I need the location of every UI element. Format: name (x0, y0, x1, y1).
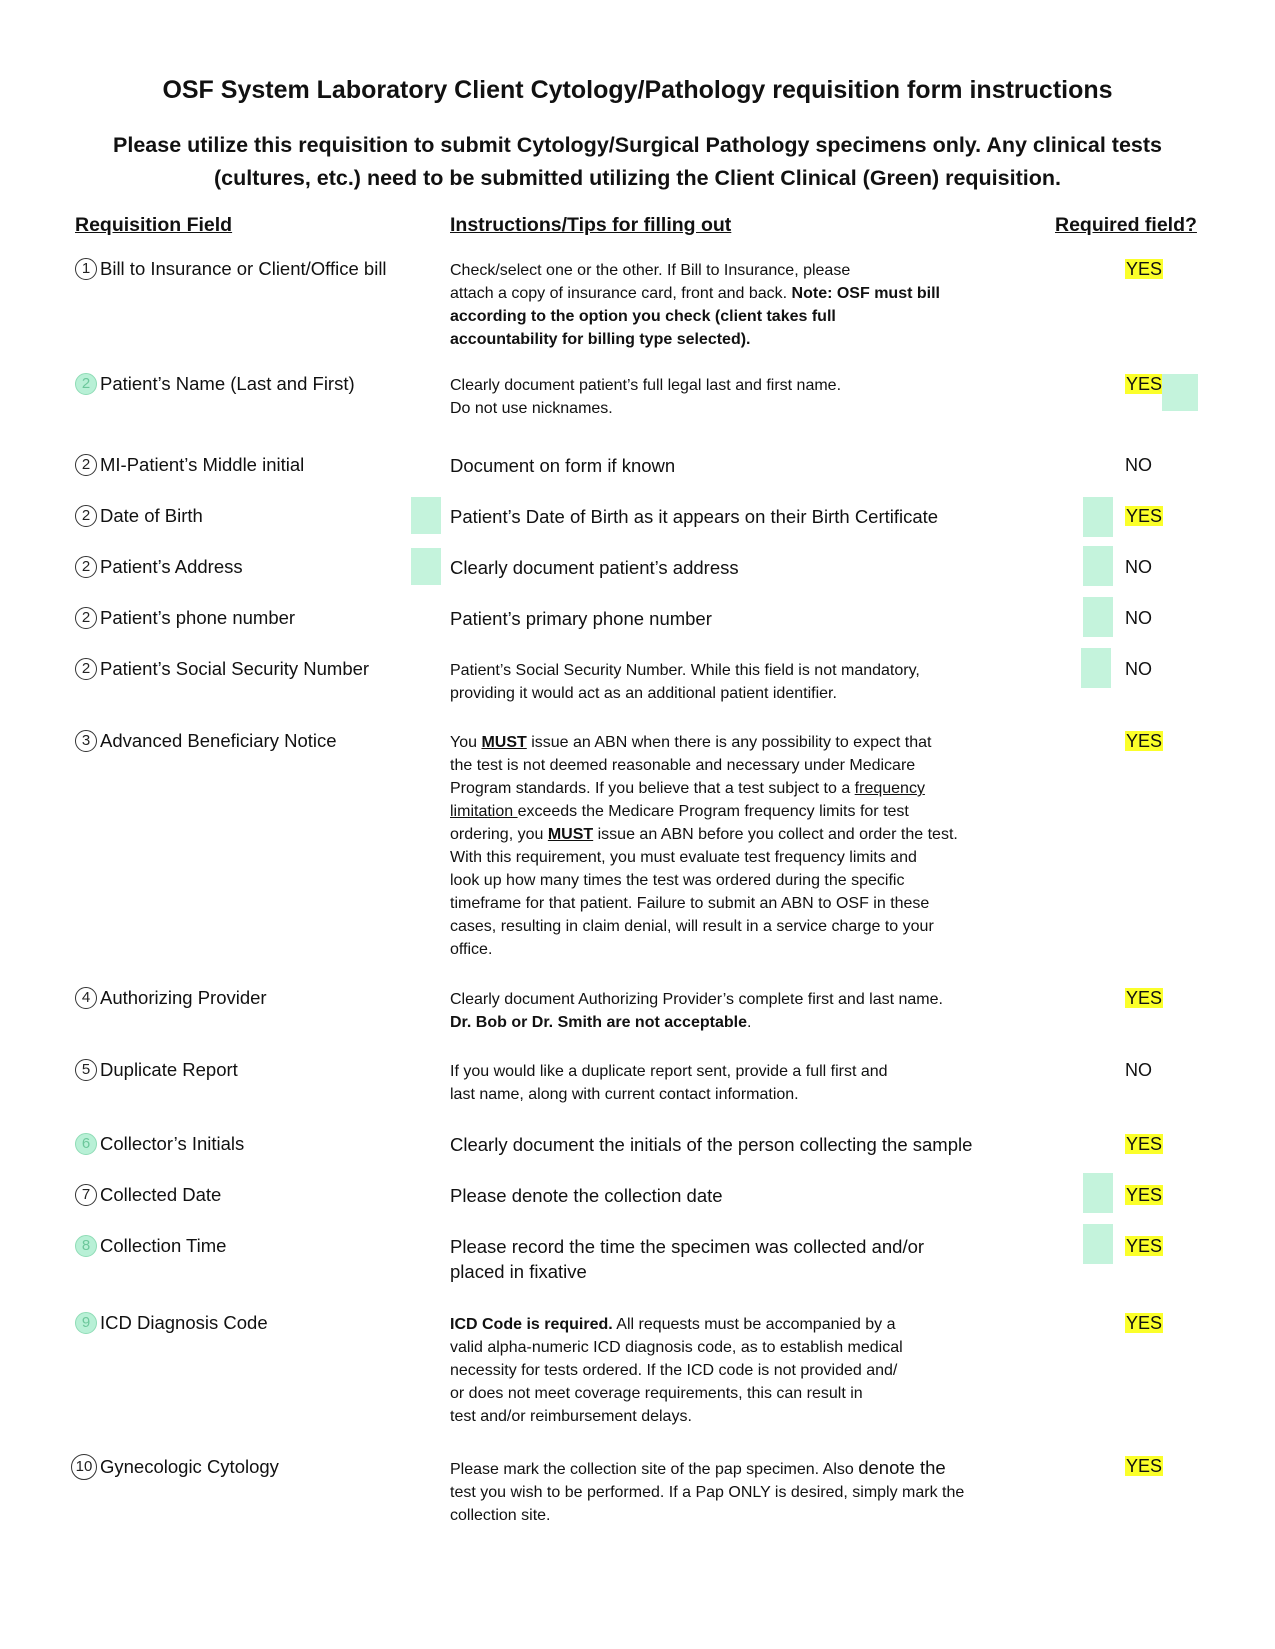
required-cell (1125, 1311, 1177, 1335)
required-cell (1125, 1058, 1177, 1082)
instr-line: Patient’s Date of Birth as it appears on their Birth Certificate (450, 506, 939, 527)
instr-line: providing it would act as an additional patient identifier. (450, 685, 837, 702)
required-cell (1125, 729, 1177, 753)
page-subtitle (90, 129, 1185, 195)
instruction-text (450, 1234, 1005, 1284)
required-yes: YES (1126, 731, 1163, 751)
number-badge: 10 (71, 1454, 97, 1480)
highlight-swatch (1081, 648, 1111, 688)
number-badge: 8 (75, 1235, 97, 1257)
instr-segment: You (450, 734, 482, 751)
required-yes: YES (1126, 374, 1163, 394)
instr-line (450, 777, 1005, 800)
highlight-swatch (1083, 497, 1113, 537)
highlight-swatch (1083, 1224, 1113, 1264)
required-cell (1125, 606, 1177, 630)
instruction-text (450, 1183, 1005, 1208)
field-cell (75, 1183, 221, 1207)
instr-line: Clearly document Authorizing Provider’s complete first and last name. (450, 991, 943, 1008)
required-yes: YES (1126, 1313, 1163, 1333)
instr-line: Clearly document patient’s address (450, 557, 739, 578)
required-cell (1125, 986, 1177, 1010)
instr-line: placed in fixative (450, 1261, 587, 1282)
instr-line: last name, along with current contact information. (450, 1086, 799, 1103)
required-cell (1125, 555, 1177, 579)
instr-underline: limitation (450, 803, 518, 820)
field-label: Patient’s Address (100, 556, 243, 577)
field-cell (75, 1058, 238, 1082)
required-cell (1125, 257, 1177, 281)
highlight-swatch (1083, 1173, 1113, 1213)
instruction-text (450, 731, 1005, 961)
instr-segment: issue an ABN before you collect and order the test. (593, 826, 958, 843)
instruction-text (450, 606, 1005, 631)
instr-line: office. (450, 941, 493, 958)
instr-line: Do not use nicknames. (450, 400, 613, 417)
number-badge: 2 (75, 556, 97, 578)
instruction-text (450, 259, 1005, 351)
field-cell (75, 453, 304, 477)
required-cell (1125, 1234, 1177, 1258)
instruction-text (450, 659, 1005, 705)
field-label: Gynecologic Cytology (100, 1456, 279, 1477)
instruction-text (450, 1313, 1005, 1428)
number-badge: 2 (75, 658, 97, 680)
instr-segment: issue an ABN when there is any possibility to expect that (526, 734, 932, 751)
instr-segment: All requests must be accompanied by a (612, 1316, 896, 1333)
subtitle-line-2: (cultures, etc.) need to be submitted utilizing the Client Clinical (Green) requisition. (214, 166, 1061, 190)
field-cell (75, 257, 387, 281)
required-yes: YES (1126, 988, 1163, 1008)
field-cell (75, 504, 203, 528)
instr-emphasis: MUST (481, 734, 527, 751)
instruction-text (450, 555, 1005, 580)
field-label: Duplicate Report (100, 1059, 238, 1080)
instr-line: Please denote the collection date (450, 1185, 723, 1206)
instr-line (450, 1313, 1005, 1336)
instruction-text (450, 1456, 1005, 1527)
field-label: Patient’s Social Security Number (100, 658, 370, 679)
instruction-text (450, 988, 1005, 1034)
instr-line: Patient’s primary phone number (450, 608, 712, 629)
required-no: NO (1125, 1060, 1152, 1080)
instr-line (450, 282, 1005, 305)
field-label: MI-Patient’s Middle initial (100, 454, 305, 475)
field-label: Authorizing Provider (100, 987, 267, 1008)
page-title: OSF System Laboratory Client Cytology/Pathology requisition form instructions (162, 76, 1113, 104)
required-yes: YES (1126, 506, 1163, 526)
instr-line (450, 328, 1005, 351)
required-yes: YES (1126, 259, 1163, 279)
number-badge: 7 (75, 1184, 97, 1206)
instr-line (450, 305, 1005, 328)
instr-line: collection site. (450, 1507, 551, 1524)
header-instructions: Instructions/Tips for filling out (450, 214, 732, 236)
required-yes: YES (1126, 1456, 1163, 1476)
required-no: NO (1125, 557, 1152, 577)
instr-line: look up how many times the test was ordered during the specific (450, 872, 905, 889)
number-badge: 2 (75, 454, 97, 476)
instr-line: test and/or reimbursement delays. (450, 1408, 692, 1425)
instruction-text (450, 504, 1005, 529)
instruction-text (450, 374, 1005, 420)
instr-segment: Please mark the collection site of the pap specimen. Also (450, 1461, 859, 1478)
required-yes: YES (1126, 1236, 1163, 1256)
field-cell (75, 729, 337, 753)
instr-line: necessity for tests ordered. If the ICD code is not provided and/ (450, 1362, 898, 1379)
instr-bold: Dr. Bob or Dr. Smith are not acceptable (450, 1014, 747, 1031)
number-badge: 2 (75, 373, 97, 395)
required-cell (1125, 453, 1177, 477)
instr-line: Please record the time the specimen was collected and/or (450, 1236, 925, 1257)
instr-line: timeframe for that patient. Failure to submit an ABN to OSF in these (450, 895, 930, 912)
instr-segment: attach a copy of insurance card, front and back. (450, 285, 792, 302)
header-requisition-field: Requisition Field (75, 214, 233, 236)
field-cell (75, 606, 295, 630)
instr-bold: ICD Code is required. (450, 1316, 613, 1333)
instr-segment: ordering, you (450, 826, 548, 843)
number-badge: 2 (75, 505, 97, 527)
instr-line: or does not meet coverage requirements, this can result in (450, 1385, 863, 1402)
instr-line: test you wish to be performed. If a Pap ONLY is desired, simply mark the (450, 1484, 965, 1501)
highlight-swatch (1162, 374, 1198, 411)
instr-line: cases, resulting in claim denial, will result in a service charge to your (450, 918, 934, 935)
required-cell (1125, 1183, 1177, 1207)
highlight-swatch (1083, 546, 1113, 586)
instr-line: Document on form if known (450, 455, 676, 476)
number-badge: 5 (75, 1059, 97, 1081)
field-label: Patient’s phone number (100, 607, 296, 628)
number-badge: 9 (75, 1312, 97, 1334)
field-label: Date of Birth (100, 505, 203, 526)
number-badge: 6 (75, 1133, 97, 1155)
instr-emphasis: MUST (547, 826, 594, 843)
field-cell (75, 555, 243, 579)
instr-line (450, 731, 1005, 754)
instr-line: Clearly document patient’s full legal last and first name. (450, 377, 842, 394)
instr-line (450, 800, 1005, 823)
field-cell (75, 1311, 268, 1335)
instr-segment: exceeds the Medicare Program frequency limits for test (517, 803, 909, 820)
instr-line: If you would like a duplicate report sent, provide a full first and (450, 1063, 888, 1080)
header-required-field: Required field? (1055, 214, 1197, 236)
highlight-swatch (411, 548, 441, 585)
field-label: Collection Time (100, 1235, 227, 1256)
instr-line (450, 823, 1005, 846)
field-label: Collected Date (100, 1184, 222, 1205)
number-badge: 2 (75, 607, 97, 629)
required-cell (1125, 1132, 1177, 1156)
field-cell (71, 1454, 279, 1480)
required-no: NO (1125, 455, 1152, 475)
highlight-swatch (1083, 597, 1113, 637)
field-label: Collector’s Initials (100, 1133, 245, 1154)
number-badge: 3 (75, 730, 97, 752)
required-cell (1125, 657, 1177, 681)
field-cell (75, 657, 369, 681)
required-cell (1125, 1454, 1177, 1478)
field-label: Advanced Beneficiary Notice (100, 730, 337, 751)
instruction-text (450, 453, 1005, 478)
number-badge: 1 (75, 258, 97, 280)
instruction-text (450, 1060, 1005, 1106)
instruction-text (450, 1132, 1005, 1157)
instr-line (450, 1011, 1005, 1034)
instr-bold: according to the option you check (client takes full (450, 308, 836, 325)
field-label: Patient’s Name (Last and First) (100, 373, 355, 394)
instr-line: Patient’s Social Security Number. While this field is not mandatory, (450, 662, 920, 679)
subtitle-line-1: Please utilize this requisition to submit Cytology/Surgical Pathology specimens only. Any clinical tests (113, 133, 1162, 157)
instr-segment: . (746, 1014, 752, 1031)
required-no: NO (1125, 608, 1152, 628)
instr-line: Clearly document the initials of the person collecting the sample (450, 1134, 973, 1155)
instr-line (450, 1456, 1005, 1481)
instr-bold: accountability for billing type selected). (450, 331, 751, 348)
instr-underline: frequency (854, 780, 925, 797)
instr-segment: Program standards. If you believe that a test subject to a (450, 780, 855, 797)
instr-line: Check/select one or the other. If Bill to Insurance, please (450, 262, 851, 279)
field-cell (75, 986, 267, 1010)
field-cell (75, 1132, 244, 1156)
instr-segment: denote the (858, 1457, 946, 1478)
required-no: NO (1125, 659, 1152, 679)
instr-line: valid alpha-numeric ICD diagnosis code, as to establish medical (450, 1339, 903, 1356)
required-yes: YES (1126, 1134, 1163, 1154)
required-cell (1125, 504, 1177, 528)
instr-line: the test is not deemed reasonable and necessary under Medicare (450, 757, 916, 774)
number-badge: 4 (75, 987, 97, 1009)
instr-line: With this requirement, you must evaluate test frequency limits and (450, 849, 917, 866)
field-cell (75, 1234, 226, 1258)
field-label: Bill to Insurance or Client/Office bill (100, 258, 387, 279)
field-cell (75, 372, 355, 396)
field-label: ICD Diagnosis Code (100, 1312, 268, 1333)
required-yes: YES (1126, 1185, 1163, 1205)
instr-bold: Note: OSF must bill (791, 285, 940, 302)
highlight-swatch (411, 497, 441, 534)
